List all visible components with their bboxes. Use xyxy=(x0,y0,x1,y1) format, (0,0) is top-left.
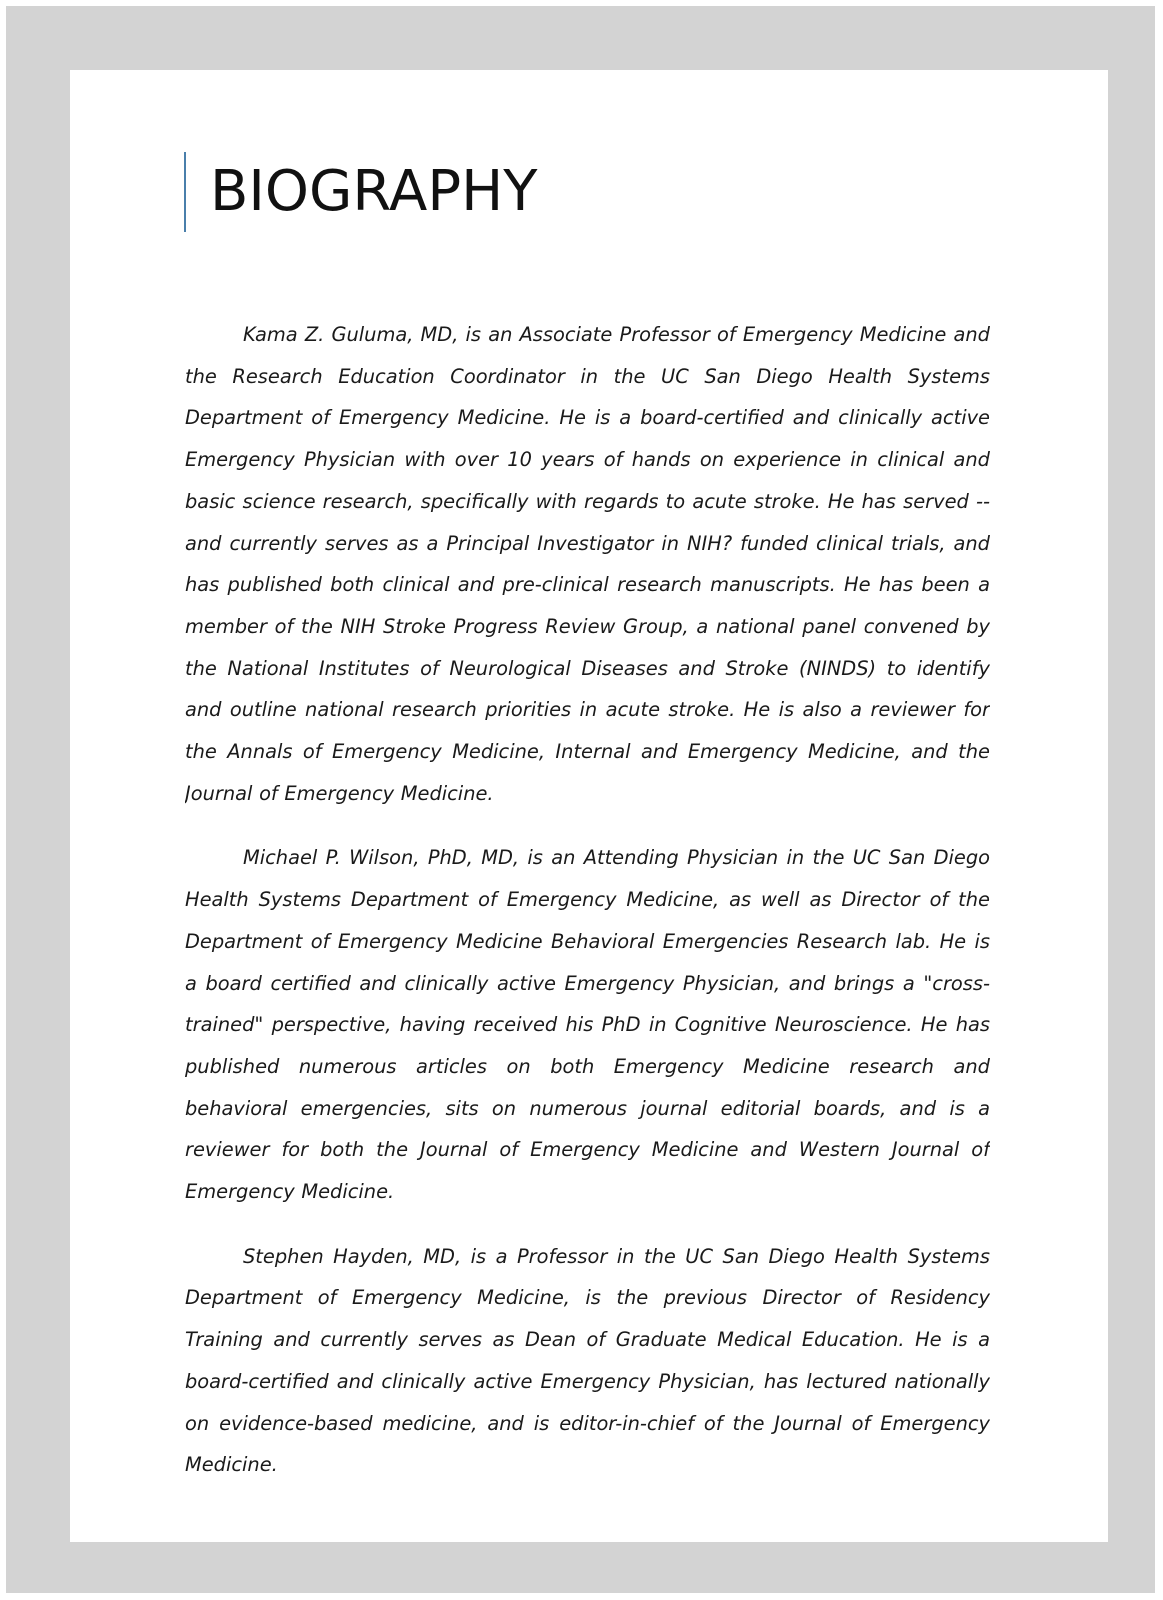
page-frame xyxy=(6,6,1155,1593)
bio-paragraph-wilson: Michael P. Wilson, PhD, MD, is an Attending Physician in the UC San Diego Health Systems Department of Emergency Medicine, as well as Director of the Department of Emergency Medicine Behavioral Emergencies Research lab. He is a board certified and clinically active Emergency Physician, and brings a "cross-trained" perspective, having received his PhD in Cognitive Neuroscience. He has published numerous articles on both Emergency Medicine research and behavioral emergencies, sits on numerous journal editorial boards, and is a reviewer for both the Journal of Emergency Medicine and Western Journal of Emergency Medicine. xyxy=(185,846,990,1204)
bio-paragraph-guluma: Kama Z. Guluma, MD, is an Associate Professor of Emergency Medicine and the Research Education Coordinator in the UC San Diego Health Systems Department of Emergency Medicine. He is a board-certified and clinically active Emergency Physician with over 10 years of hands on experience in clinical and basic science research, specifically with regards to acute stroke. He has served -- and currently serves as a Principal Investigator in NIH? funded clinical trials, and has published both clinical and pre-clinical research manuscripts. He has been a member of the NIH Stroke Progress Review Group, a national panel convened by the National Institutes of Neurological Diseases and Stroke (NINDS) to identify and outline national research priorities in acute stroke. He is also a reviewer for the Annals of Emergency Medicine, Internal and Emergency Medicine, and the Journal of Emergency Medicine. xyxy=(185,323,990,805)
page-title: BIOGRAPHY xyxy=(210,159,538,224)
title-block xyxy=(184,152,537,232)
document-page xyxy=(70,70,1108,1542)
bio-paragraph-hayden: Stephen Hayden, MD, is a Professor in the UC San Diego Health Systems Department of Emergency Medicine, is the previous Director of Residency Training and currently serves as Dean of Graduate Medical Education. He is a board-certified and clinically active Emergency Physician, has lectured nationally on evidence-based medicine, and is editor-in-chief of the Journal of Emergency Medicine. xyxy=(185,1244,990,1477)
biography-body xyxy=(185,314,990,1542)
